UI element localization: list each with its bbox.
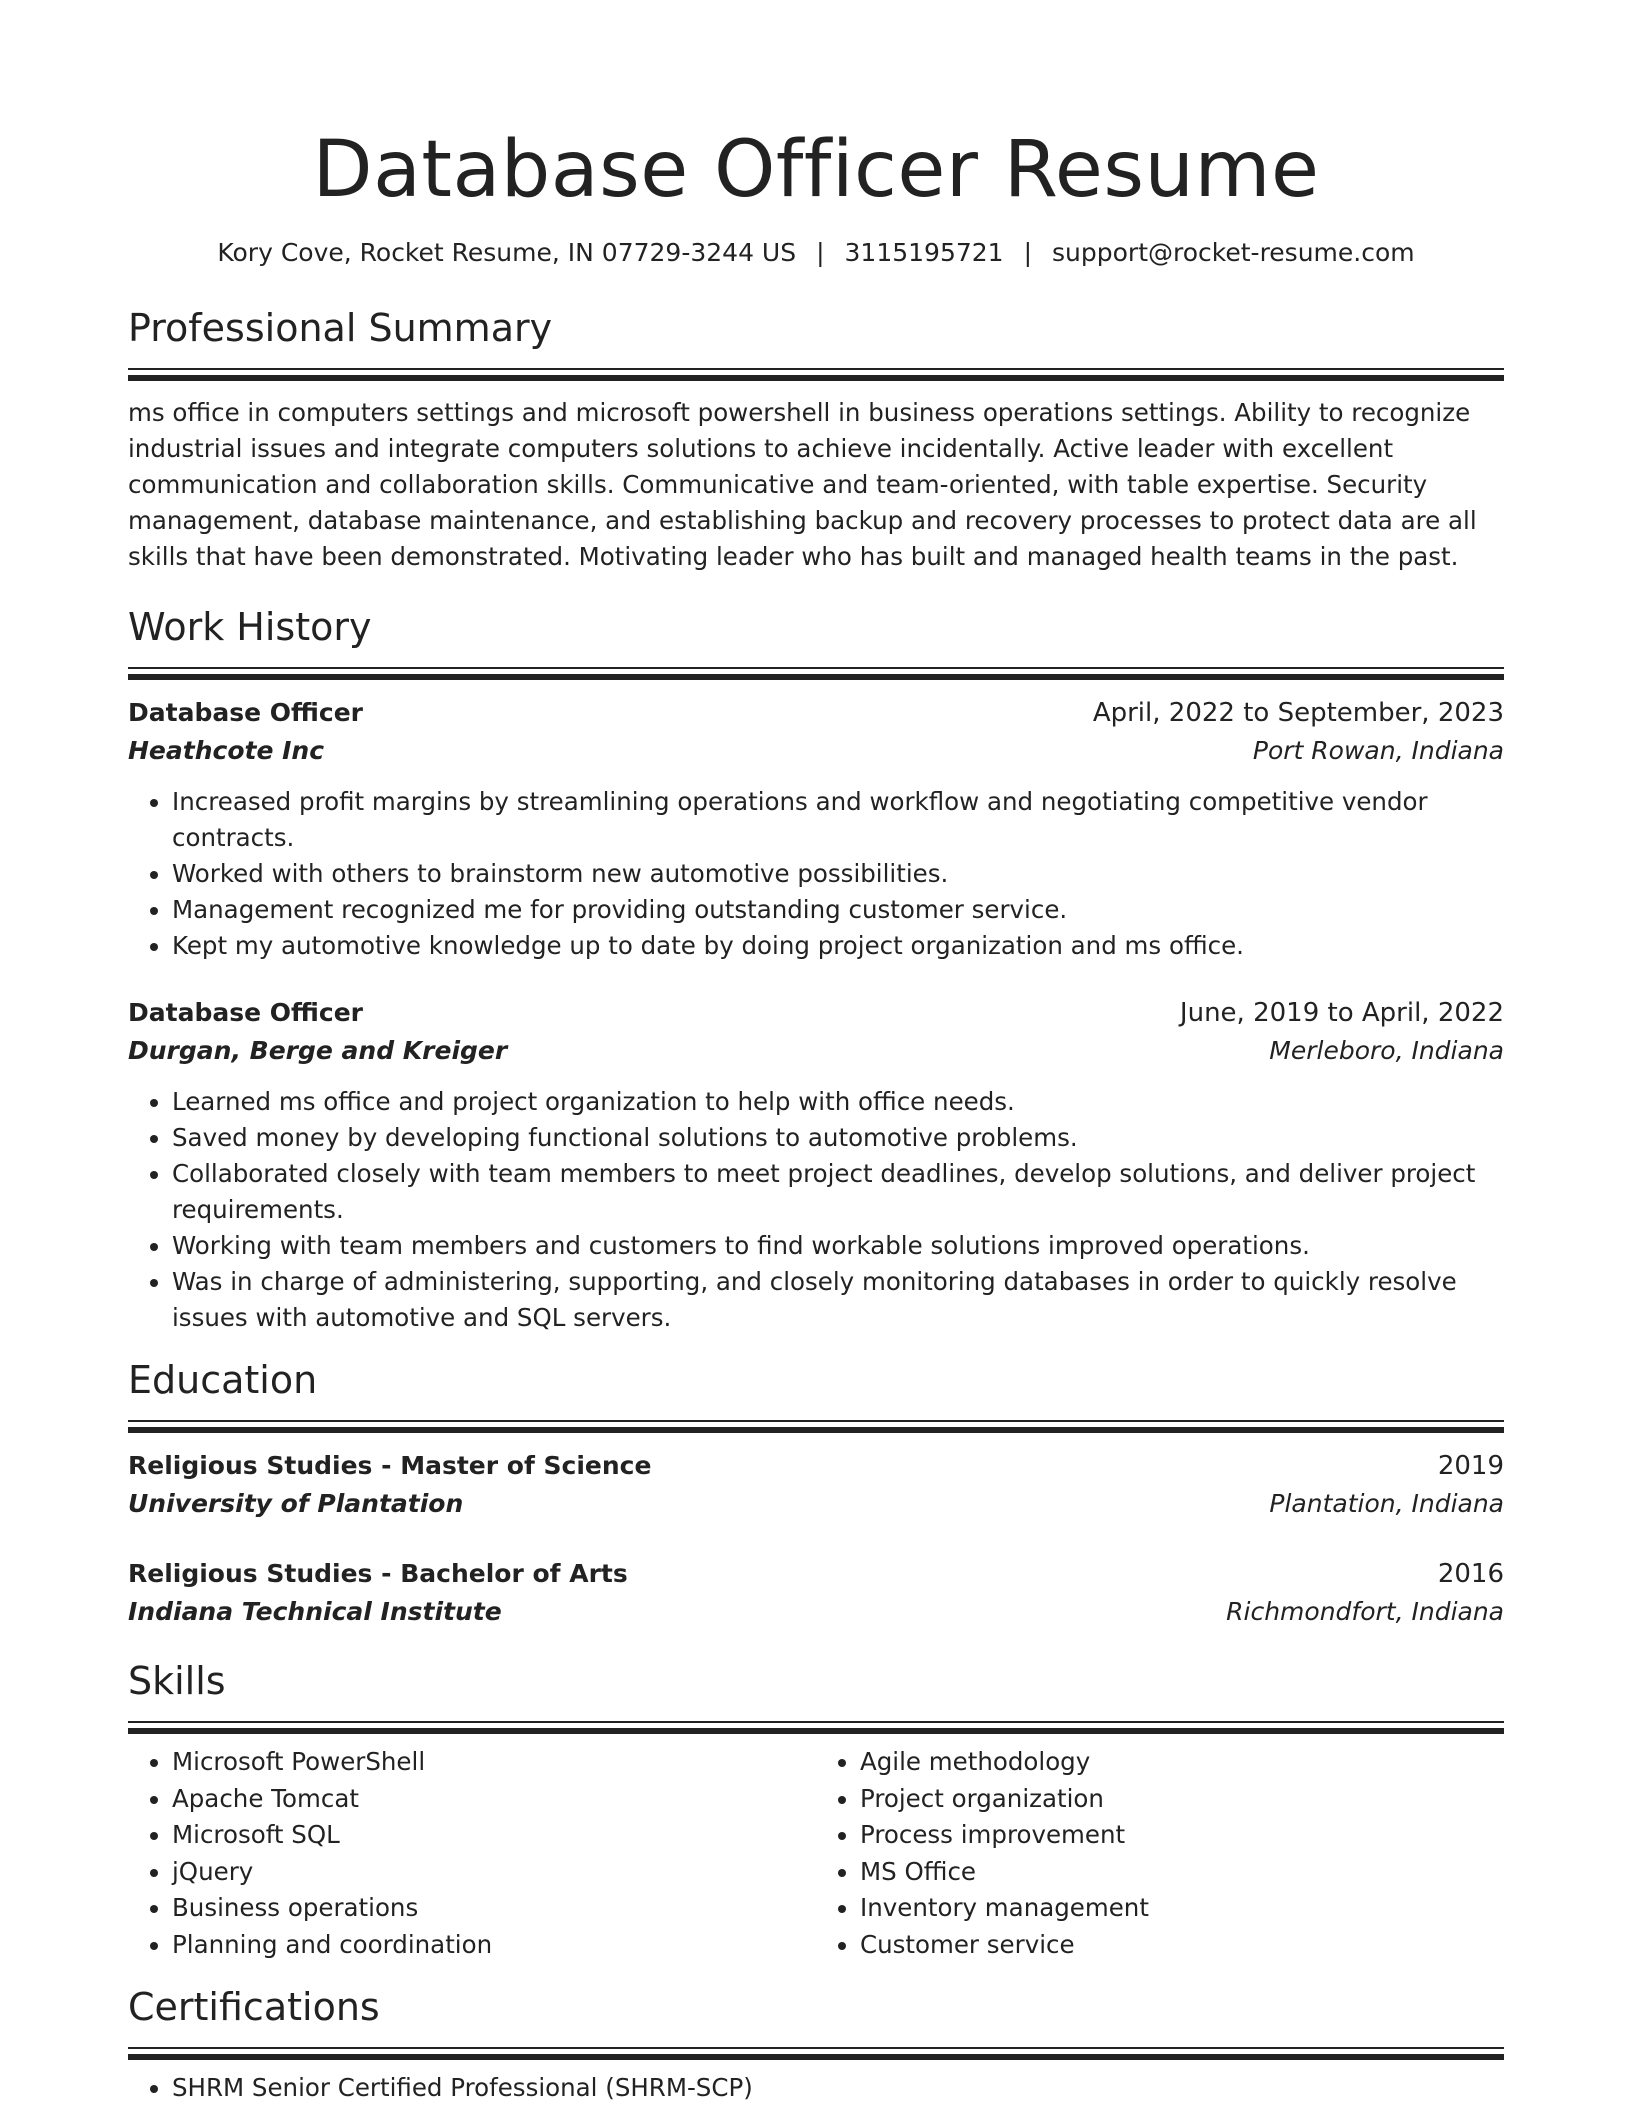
list-item: • Process improvement	[860, 1817, 1504, 1854]
list-item: • Planning and coordination	[172, 1927, 816, 1964]
education-year: 2016	[1437, 1559, 1504, 1589]
section-divider	[128, 368, 1504, 381]
education-degree: Religious Studies - Master of Science	[128, 1451, 652, 1480]
list-item: • Increased profit margins by streamlining operations and workflow and negotiating competitive vendor contracts.	[172, 784, 1504, 856]
list-item: • Collaborated closely with team members to meet project deadlines, develop solutions, and deliver project requirements.	[172, 1156, 1504, 1228]
page-title: Database Officer Resume	[312, 125, 1320, 215]
skills-section	[128, 1657, 1504, 1963]
job-entry	[128, 994, 1504, 1336]
list-item: • Inventory management	[860, 1890, 1504, 1927]
job-entry	[128, 694, 1504, 964]
list-item: • Agile methodology	[860, 1744, 1504, 1781]
list-item: • Microsoft SQL	[172, 1817, 816, 1854]
list-item: • Worked with others to brainstorm new automotive possibilities.	[172, 856, 1504, 892]
contact-separator: |	[1023, 238, 1033, 267]
contact-separator: |	[816, 238, 825, 267]
list-item: • Business operations	[172, 1890, 816, 1927]
job-dates: April, 2022 to September, 2023	[1092, 698, 1504, 728]
certifications-section	[128, 1983, 1504, 2106]
job-location: Merleboro, Indiana	[1269, 1036, 1504, 1065]
education-school: University of Plantation	[128, 1489, 464, 1518]
contact-phone: 3115195721	[844, 238, 1004, 267]
list-item: • Saved money by developing functional solutions to automotive problems.	[172, 1120, 1504, 1156]
section-divider	[128, 1721, 1504, 1734]
list-item: • Customer service	[860, 1927, 1504, 1964]
skills-list-left	[128, 1744, 816, 1963]
list-item: • Apache Tomcat	[172, 1781, 816, 1818]
education-location: Plantation, Indiana	[1269, 1489, 1504, 1518]
list-item: • Working with team members and customers to find workable solutions improved operations.	[172, 1228, 1504, 1264]
section-heading-work: Work History	[128, 605, 372, 649]
job-location: Port Rowan, Indiana	[1252, 736, 1504, 765]
job-dates: June, 2019 to April, 2022	[1179, 998, 1504, 1028]
certifications-list	[128, 2070, 1504, 2106]
resume-page	[128, 0, 1504, 2106]
list-item: • Learned ms office and project organization to help with office needs.	[172, 1084, 1504, 1120]
job-bullets	[128, 1084, 1504, 1336]
list-item: • jQuery	[172, 1854, 816, 1891]
section-divider	[128, 667, 1504, 680]
skills-list-right	[816, 1744, 1504, 1963]
education-year: 2019	[1437, 1451, 1504, 1481]
section-divider	[128, 2047, 1504, 2060]
job-role: Database Officer	[128, 698, 363, 727]
section-heading-education: Education	[128, 1358, 318, 1402]
list-item: • Management recognized me for providing outstanding customer service.	[172, 892, 1504, 928]
list-item: • SHRM Senior Certified Professional (SHRM-SCP)	[172, 2070, 1504, 2106]
education-degree: Religious Studies - Bachelor of Arts	[128, 1559, 628, 1588]
section-heading-skills: Skills	[128, 1659, 226, 1703]
list-item: • MS Office	[860, 1854, 1504, 1891]
job-bullets	[128, 784, 1504, 964]
summary-text: ms office in computers settings and microsoft powershell in business operations settings. Ability to recognize industrial issues and integrate computers solutions to achieve incidentally. Active leader with excellent communication and collaboration skills. Communicative and team-oriented, with table expertise. Security management, database maintenance, and establishing backup and recovery processes to protect data are all skills that have been demonstrated. Motivating leader who has built and managed health teams in the past.	[128, 398, 1477, 571]
work-history-section	[128, 603, 1504, 1336]
education-location: Richmondfort, Indiana	[1226, 1597, 1504, 1626]
list-item: • Kept my automotive knowledge up to date by doing project organization and ms office.	[172, 928, 1504, 964]
list-item: • Project organization	[860, 1781, 1504, 1818]
education-entry	[128, 1555, 1504, 1631]
education-school: Indiana Technical Institute	[128, 1597, 502, 1626]
job-company: Durgan, Berge and Kreiger	[128, 1036, 508, 1065]
education-section	[128, 1356, 1504, 1631]
contact-email: support@rocket-resume.com	[1052, 238, 1415, 267]
skills-columns	[128, 1744, 1504, 1963]
contact-line	[128, 236, 1504, 270]
list-item: • Was in charge of administering, supporting, and closely monitoring databases in order to quickly resolve issues with automotive and SQL servers.	[172, 1264, 1504, 1336]
job-role: Database Officer	[128, 998, 363, 1027]
list-item: • Microsoft PowerShell	[172, 1744, 816, 1781]
contact-address: Kory Cove, Rocket Resume, IN 07729-3244 US	[217, 238, 797, 267]
section-heading-summary: Professional Summary	[128, 306, 553, 350]
section-heading-certifications: Certifications	[128, 1985, 380, 2029]
job-company: Heathcote Inc	[128, 736, 325, 765]
summary-section	[128, 304, 1504, 575]
education-entry	[128, 1447, 1504, 1523]
section-divider	[128, 1420, 1504, 1433]
